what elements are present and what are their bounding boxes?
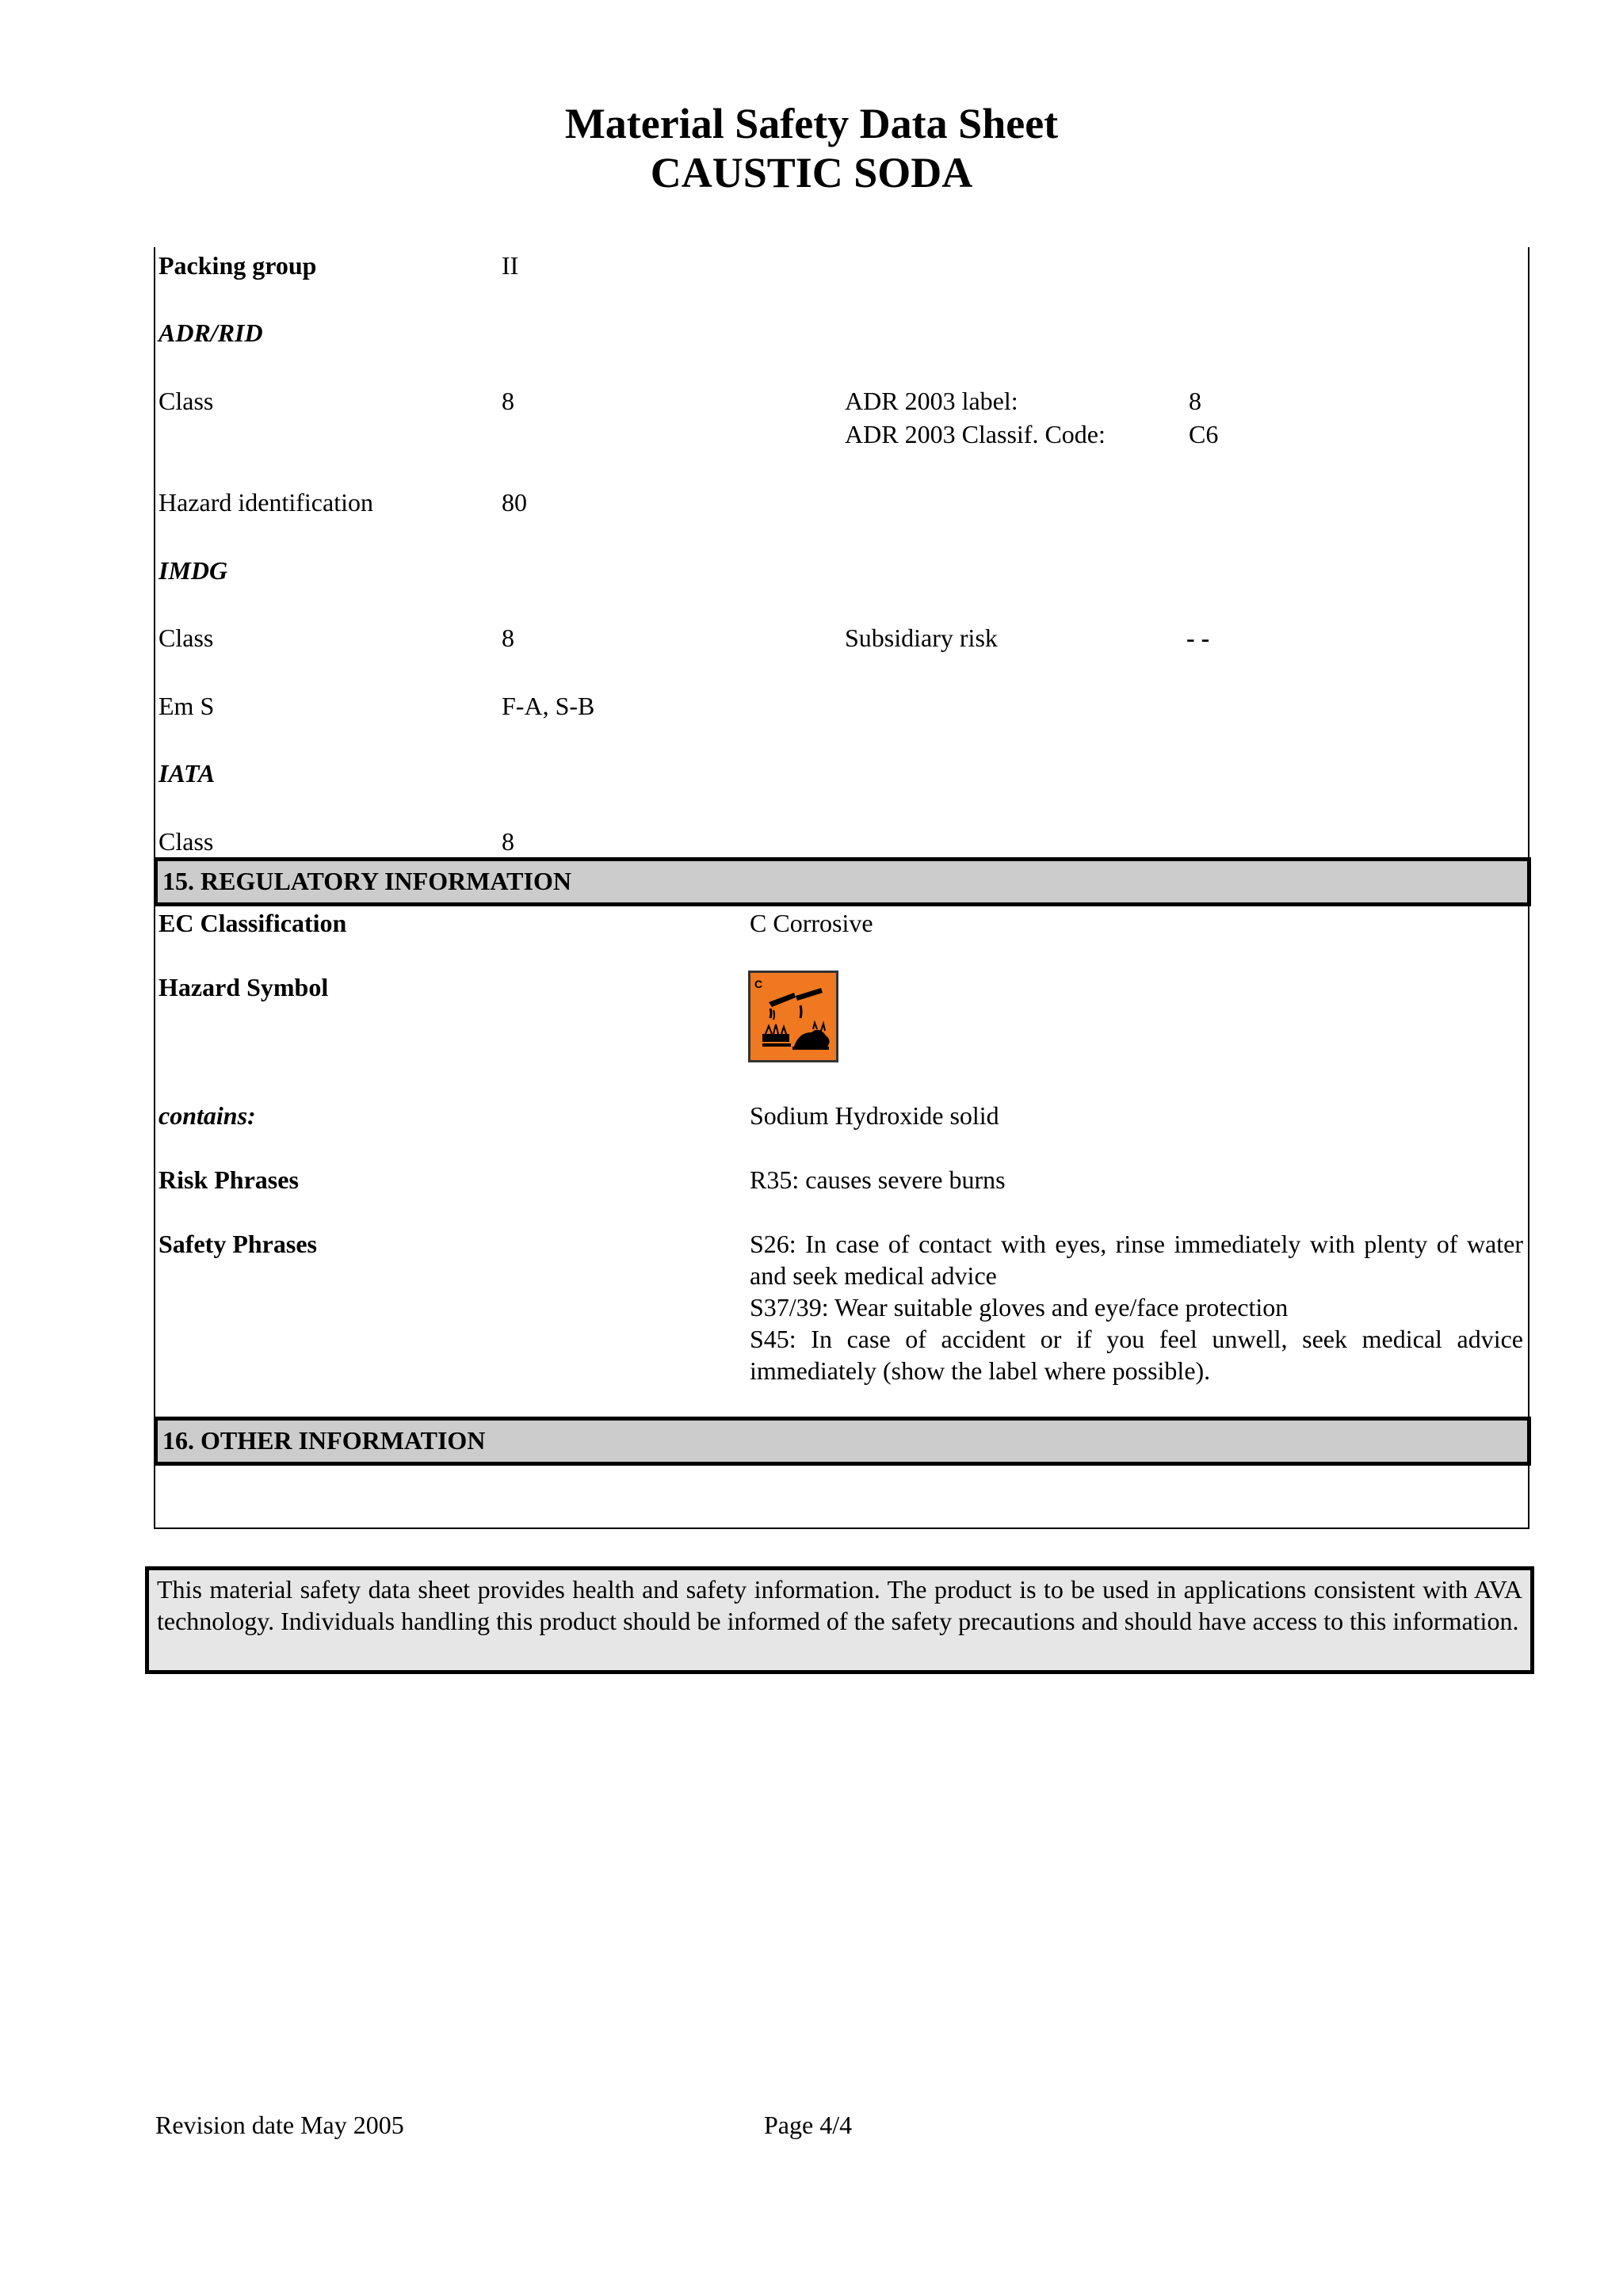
contains-value: Sodium Hydroxide solid [750,1101,999,1130]
revision-date: Revision date May 2005 [155,2111,404,2139]
adr-class-value: 8 [502,387,514,415]
section-15-header [154,857,1531,906]
hazard-identification-label: Hazard identification [158,488,373,517]
disclaimer-box [145,1566,1534,1674]
adr-label-label: ADR 2003 label: [845,387,1018,415]
product-name: CAUSTIC SODA [650,149,973,196]
section-15-title: 15. REGULATORY INFORMATION [162,867,571,895]
ems-value: F-A, S-B [502,692,595,720]
safety-phrase-s37-39: S37/39: Wear suitable gloves and eye/face protection [750,1293,1289,1322]
risk-phrases-label: Risk Phrases [158,1165,299,1194]
packing-group-value: II [502,251,519,280]
safety-phrase-s45: S45: In case of accident or if you feel unwell, seek medical advice immediately (show the label where possible). [750,1325,1523,1385]
contains-label: contains: [158,1101,256,1130]
adr-classif-label: ADR 2003 Classif. Code: [845,420,1106,448]
adr-class-label: Class [158,387,214,415]
iata-heading: IATA [158,759,216,788]
adr-rid-heading: ADR/RID [158,318,263,347]
corrosive-hazard-icon [748,971,838,1062]
ems-label: Em S [158,692,215,720]
adr-classif-value: C6 [1189,420,1219,448]
safety-phrases-list [750,1228,1523,1386]
iata-class-label: Class [158,827,214,856]
disclaimer-text: This material safety data sheet provides health and safety information. The product is to be used in applications consistent with AVA technology. Individuals handling this product should be informed of the safety precautions and should have access to this information. [157,1575,1522,1635]
hazard-symbol-label: Hazard Symbol [158,973,329,1001]
imdg-class-label: Class [158,624,214,652]
adr-label-value: 8 [1189,387,1201,415]
safety-phrase-s26: S26: In case of contact with eyes, rinse immediately with plenty of water and seek medical advice [750,1230,1523,1290]
page-number: Page 4/4 [764,2111,853,2139]
imdg-class-value: 8 [502,624,514,652]
other-section-frame [154,1463,1529,1529]
packing-group-label: Packing group [158,251,317,280]
subsidiary-risk-value: - - [1186,624,1210,652]
document-title: Material Safety Data Sheet [564,100,1059,147]
section-16-title: 16. OTHER INFORMATION [162,1426,486,1455]
safety-phrases-label: Safety Phrases [158,1230,317,1258]
ec-classification-label: EC Classification [158,909,347,937]
transport-section-frame [154,247,1529,859]
iata-class-value: 8 [502,827,514,856]
imdg-heading: IMDG [158,556,228,585]
hazard-symbol-letter: C [754,978,763,990]
section-16-header [154,1417,1531,1466]
hazard-identification-value: 80 [502,488,527,517]
risk-phrases-value: R35: causes severe burns [750,1165,1006,1194]
ec-classification-value: C Corrosive [750,909,873,937]
section-bottom-border [154,1527,1528,1529]
subsidiary-risk-label: Subsidiary risk [845,624,998,652]
